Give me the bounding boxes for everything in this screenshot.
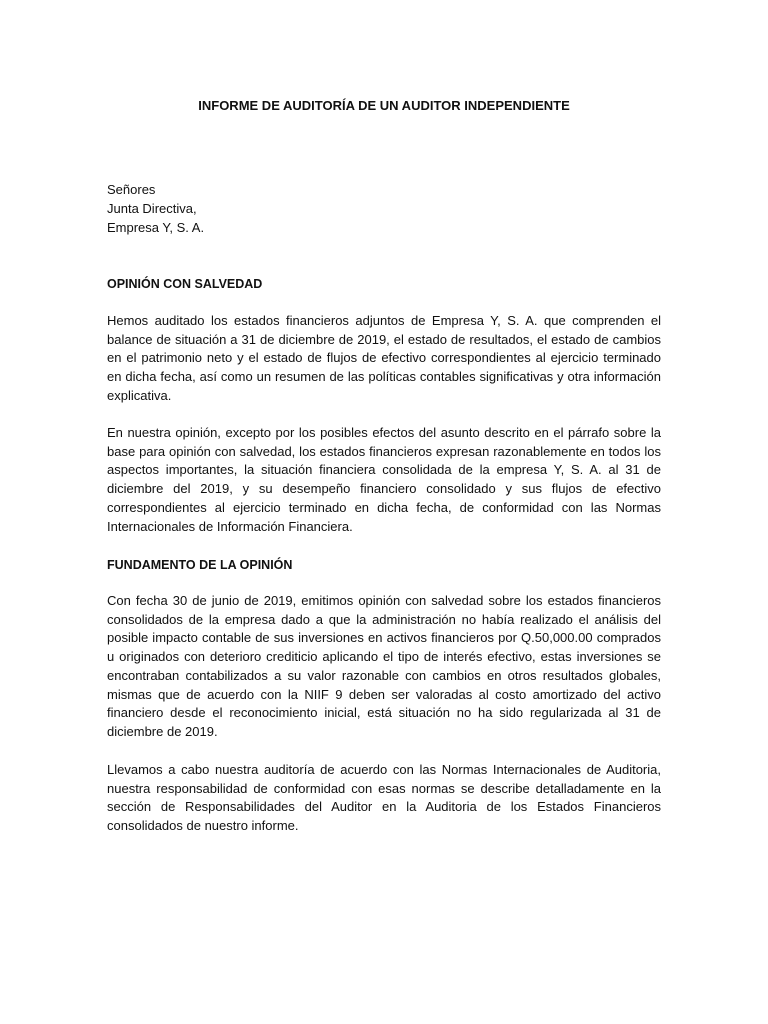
addressee-line-3: Empresa Y, S. A. — [107, 220, 205, 235]
paragraph-fundamento-2: Llevamos a cabo nuestra auditoría de acuerdo con las Normas Internacionales de Auditoria, nuestra responsabilidad de conformidad con esas normas se describe detalladamente en la sección de Responsabilidades del Auditor en la Auditoria de los Estados Financieros consolidados de nuestro informe. — [107, 762, 661, 834]
paragraph-opinion-1: Hemos auditado los estados financieros adjuntos de Empresa Y, S. A. que comprenden el balance de situación a 31 de diciembre de 2019, el estado de resultados, el estado de cambios en el patrimonio neto y el estado de flujos de efectivo correspondientes al ejercicio terminado en dicha fecha, así como un resumen de las políticas contables significativas y otra información explicativa. — [107, 313, 661, 403]
document-title: INFORME DE AUDITORÍA DE UN AUDITOR INDEPENDIENTE — [198, 98, 570, 113]
section-heading-fundamento: FUNDAMENTO DE LA OPINIÓN — [107, 558, 293, 572]
addressee-line-2: Junta Directiva, — [107, 201, 197, 216]
section-heading-opinion: OPINIÓN CON SALVEDAD — [107, 277, 263, 291]
paragraph-opinion-2: En nuestra opinión, excepto por los posibles efectos del asunto descrito en el párrafo sobre la base para opinión con salvedad, los estados financieros expresan razonablemente en todos los aspectos importantes, la situación financiera consolidada de la empresa Y, S. A. al 31 de diciembre del 2019, y su desempeño financiero consolidado y sus flujos de efectivo correspondientes al ejercicio terminado en dicha fecha, de conformidad con las Normas Internacionales de Información Financiera. — [107, 425, 661, 534]
addressee-block — [107, 180, 204, 237]
paragraph-fundamento-1: Con fecha 30 de junio de 2019, emitimos opinión con salvedad sobre los estados financieros consolidados de la empresa dado a que la administración no había realizado el análisis del posible impacto contable de sus inversiones en activos financieros por Q.50,000.00 comprados u originados con deterioro crediticio aplicando el tipo de interés efectivo, estas inversiones se encontraban contabilizados a su valor razonable con cambios en otros resultados globales, mismas que de acuerdo con la NIIF 9 deben ser valoradas al costo amortizado del activo financiero desde el reconocimiento inicial, está situación no ha sido regularizada al 31 de diciembre de 2019. — [107, 593, 661, 739]
addressee-line-1: Señores — [107, 182, 156, 197]
